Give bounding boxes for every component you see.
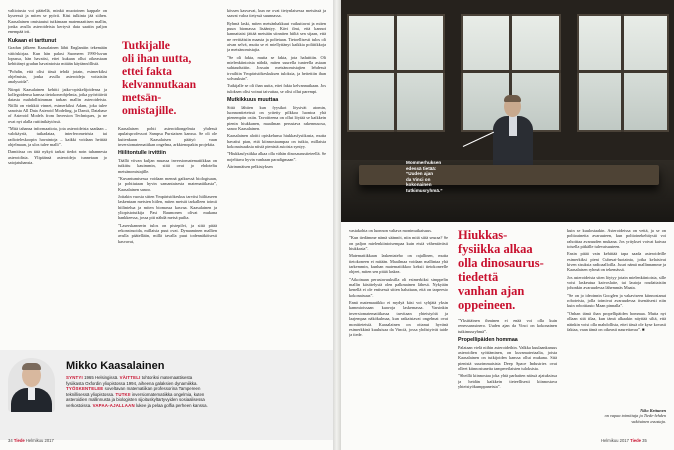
author-bio-box <box>0 350 333 440</box>
pull-quote-line: Tutkijalle <box>122 39 170 52</box>
body-paragraph: Damitissa on tätä nykyä tarkat tiedot noin tuhannesta asteroidista. Ylipäänsä asteroideja tunnetaan jo satojatuhansia. <box>8 149 107 166</box>
bio-value: verkostoissa. <box>66 402 93 408</box>
bio-line <box>66 403 324 409</box>
bio-value: tohtoriksi matemaattisesta <box>140 375 193 380</box>
right-column-1 <box>349 228 448 340</box>
pull-quote-line: fysiikka alkaa <box>458 242 533 256</box>
pull-quote-line: Hiukkas- <box>458 228 508 242</box>
portrait-photo <box>8 358 55 412</box>
right-page-footer <box>601 438 647 443</box>
bio-value: lukee ja pelaa golfia perheen kanssa. <box>134 402 208 408</box>
left-column-3 <box>227 8 326 171</box>
left-pull-quote <box>122 39 218 117</box>
person-figure <box>493 96 533 174</box>
body-paragraph: Ensin pitää vain kehittää tapa saada asteroideille esimerkiksi pieni Cubesat-luotainta, jotka kelaisivat kiven sisuksia radioaalloilla. Juuri nämä mallinnamme ja Kaasalaisen ryhmä on tekemässä. <box>567 251 666 273</box>
body-paragraph: ”Kuvantumisessa voidaan mennä gaiksessä biologisaan, ja pohtiutaan hyvin samantaisesta matematiikasta”, Kaasalainen sanoo. <box>118 175 217 192</box>
pull-quote-line: tiedettä <box>458 270 499 284</box>
pull-quote-line: omistajille. <box>122 104 177 117</box>
body-paragraph: Joitakin vuosia sitten Ympäristökeskus tarvitsi hiilitaseen laskentaan metsien hiilen, miten metsät tarkalleen toimii hiilinielua ja miten biomassa kasvaa. Kaasalainen ja yliopistotutkija Pasi Raumonen olivat mukana hankkeessa, jossa piti nähdä metsä puilta. <box>118 193 217 221</box>
caption-line: ”Uuden ajan <box>406 171 434 177</box>
bio-name: Mikko Kaasalainen <box>66 360 165 372</box>
body-paragraph: ”Se oli fakta, mutta se fakta, jota halutttiin. Oli mielenkiintoista nähdä, miten suurella tunteella asiaan suhtauduttiin. Jossain metsänomistajien lehdessä irvailtiin Ympäristökeskuksen tuloksia, ja heitettiin ihan solvauksin”. <box>227 54 326 82</box>
pull-quote-line: oppeineen. <box>458 298 516 312</box>
pull-quote-line: metsän- <box>122 91 162 104</box>
author-note-line: on vapaa toimittaja ja Tiede-lehden <box>604 413 666 419</box>
body-paragraph: Tutkijalle se oli ihan uutta, ettei fakta kelvannutkaan. Jos tuloksen olisi voinut taivuttaa, se olisi ollut parempi. <box>227 83 326 94</box>
magazine-name: Tiede <box>630 438 641 443</box>
body-paragraph: kuin se kuulostaakin. Asteroideissa on vettä, ja se on polttoainetta avaruuteen, kun polttoinekehitystä voi rahoittaa avaruuden mukana. Jos yritykset voivat kaivaa toisella pitkälle tulevaisuuteen. <box>567 228 666 250</box>
bio-label: TUTKII <box>115 391 131 397</box>
bio-text <box>66 375 324 408</box>
bio-label: VAPAA-AJALLAAN <box>92 402 135 408</box>
body-paragraph: ”Pohdin, että olisi tässä tehdä jotain, esimerkiksi ohjelmisto, jonka avulla asteroideja voitaisiin analysoida”. <box>8 68 107 85</box>
body-paragraph: Ryhmä laski, miten metsänhakkuut vaikuttavat ja miten puun biomassa lisääntyy. Kävi ilmi, että kannot kannattaisi jättää metsään siinniten hiiltä sen sijaan, että ne revittäisiin maasta ja poltetaan. Tietoellisesti tulos oli aivan selvä, mutta se ei miellyttänyt kaikkia poliitikkoja ja metsänomistajia. <box>227 20 326 53</box>
body-paragraph: ”Hiukkasfysiikka alkaa olla vähän dinosaurustieteellä. Se nojelttava hyvin vanhaan paradigmaan”. <box>227 151 326 162</box>
right-column-2 <box>458 318 557 391</box>
caption-line: kokonainen <box>406 182 432 188</box>
bio-label: VÄITTELI <box>119 375 141 380</box>
left-page-footer <box>8 438 54 443</box>
pull-quote-line: ettei fakta <box>122 65 172 78</box>
issue-date: Helmikuu 2017 <box>25 438 54 443</box>
bio-value: asteroidien mallinnusta ja biologisten sijoituskyltartyvyiden sosiaalisessa <box>66 397 205 402</box>
left-page <box>0 0 333 450</box>
lead-photo <box>341 0 674 222</box>
issue-date: Helmikuu 2017 <box>601 438 629 443</box>
body-paragraph: Niinpä Kaasalainen kehitti jatko-opiskelijoidensa ja kollegoidensa kanssa tietokoneohjelmia, jotka pyörittävät datasta mahdollisimman tarkan mallin asteroideista. Niillä on vinkkiä vinnet, esimerkiksi Adam, joka tulee sanoista All Data Asteroid Modeling, ja Damit, Database of Asteroid Models from Inversion Techniques, ja ne ovat nyt alalla ruttiinikäytössä. <box>8 86 107 124</box>
body-paragraph: Kaasalaisen pohti asteroidiongelmia yhdessä apulaisprofessori Sampsa Pursiaisen kanssa. Se oli ole kuitenkaan Kaasalaisen päätyö vaan inversiomatematiikan ongelma, arkkienopakin projektia. <box>118 126 217 148</box>
body-paragraph: Täällä viivan kuljan muassa inversiomatematiikkaa on tutkittu kauimmin, siitä ovat jo ehdoteltu metsänomistajille. <box>118 157 217 174</box>
bio-label: TYÖSKENTELEE <box>66 386 104 391</box>
pull-quote-line: oli ihan uutta, <box>122 52 192 65</box>
body-paragraph: ”Laserskannerin tulos on pistepilvi, ja siitä pitää rekonstruoida, millaisia puut ovat. Dynaaminen mallien avulla päätellään, millä tavalla puut todennäköisesti kasvavat, <box>118 222 217 244</box>
right-column-3 <box>567 228 666 334</box>
author-note-name: Niko Kettunen <box>640 408 666 413</box>
body-paragraph: ”Aikoinaan perustavuuksilla oli esimerkiksi simppelin mallin käsittelystä olen palkmainen lähesä. Nykyään kenellä ei ole entisessä sitten haluttaan, että on tarpeesto kokonaisuus”. <box>349 276 448 298</box>
author-note <box>567 408 666 424</box>
body-paragraph: ”Onhan tämä ihan propellipäiden hommaa. Mutta nyt ollaan sitä tilaa, kun tämä alkaakin näyttää siltä, että näinkin voisi olla mahdollista, ettei tässä ole kyse kovasti faktaa, vaan tämä on oikeasti naurettavaa”. ■ <box>567 310 666 332</box>
body-paragraph: Kaasalainen aloitti opiskelunsa hiukkasfysiikasta, mutta havaitsi pian, että kiinnostaampaa on tutkia, millaisia kokonaisuuksia niistä pienistä asioista syntyy. <box>227 133 326 150</box>
body-paragraph: ”Se on jo ideoinnin Googlen ja vakaviseen kiinnostanut roboteista, jolla toimivat avaruudessa itsenäisesti niin kuin robottiauto Maan pinnalla”. <box>567 292 666 309</box>
page-number: 35 <box>642 438 647 443</box>
section-subheading: Hiilitontulle irvittiin <box>118 150 166 157</box>
right-pull-quote <box>458 228 562 312</box>
bio-value: soveltavan matematiikan professorina Tampereen <box>103 386 201 391</box>
body-paragraph: Palataan vielä niihin asteroideihin. Valkka kuulaankaruus asteroidien syöttäminen, on kuvamateriaalia, joista Kaasalainen on tutkijoiden kanssa ollut mukana. Sitä pienistä suurimmaisista Deep Space Industries ovat olleet kiinnostuneita tampereilaisten tuloksista. <box>458 344 557 371</box>
body-paragraph: Ennä matemaatikko ei mydyä käsi voi syhjätä yksin kammioissaan kaavoja laskemassa. Varsinkin inversiomatematiikassa tarvitaan yhteistyötä ja laajempaa näkökulmaa, kun ratkaistavat ongelmat ovat monitieteisiä. Kaasalainen on ottanut hyvänä esimerkkinä kuuluisaa da Vinciä, jossa yhdistyivät taide ja tiede. <box>349 300 448 338</box>
body-paragraph: valtioiusta voi päätellä, minkä muotoinen kappale on kyseessä ja miten se pyörii. Käsi tulkinta jää siihen. Kaasalainen omistautui tutkimaan matemaattisen mallin, jonka avulla asteroideista kertyvä data saatiin paljon enempää irti. <box>8 8 107 35</box>
body-paragraph: Gradun jälkeen Kaasalainen lähti Englantiin tekemään väitöskirjaa. Kun hän palasi Suomeen 1990-luvun lopussa, hän havaitsi, ettei kukaan ollut oikeastaan kehittänyt gradun havaintoista mitään käytännöllistä. <box>8 45 107 67</box>
bio-value: 1965 Helsingissä. <box>82 375 120 380</box>
left-column-2 <box>118 126 217 246</box>
bio-value: teknillisessä yliopistossa. <box>66 391 116 397</box>
magazine-name: Tiede <box>13 438 25 443</box>
author-note-line: vakituinen avustaja. <box>631 418 666 424</box>
page-gutter <box>333 0 341 450</box>
body-paragraph: ”Kun tiedämme nämä säännöt, niin mitä siitä seuraa? Se on paljon mielenkiintoisempaa kuin etsiä vähentävästi hiukkasia”. <box>349 235 448 252</box>
pull-quote-line: vanhan ajan <box>458 284 525 298</box>
left-column-1 <box>8 8 107 167</box>
right-page <box>341 0 674 450</box>
photo-caption <box>406 160 466 194</box>
body-paragraph: Äärimmäisen pelkistyksen <box>227 164 273 170</box>
page-number: 34 <box>8 438 13 443</box>
section-subheading: Kukaan ei tarttunut <box>8 37 57 44</box>
caption-line: tutkimusryhmä.” <box>406 187 443 193</box>
caption-line: Mommerhuksen <box>406 160 442 165</box>
body-paragraph: ”Mitä tahansa informaatiota, jota asteroideista saadaan – valokäyriä, tutkadataa, interferometrisia tai radioteleskoopin havaintoja – kaikki voidaan heittää ohjelmaan, ja ulos tulee malli”. <box>8 126 107 148</box>
body-paragraph: Jos asteroideista siten löytyy jotain mielenkiintoista, sille voisi laskeutua kaivoslaite, tai lautoja roudattaisiin johonkin avaruudessa lähemmäs Maata. <box>567 274 666 291</box>
body-paragraph: ”Yksittäinen ihminen ei enää voi olla kuin renessanssinero. Uuden ajan da Vinci on kokonainen tutkimusryhmä”. <box>458 318 557 334</box>
body-paragraph: ”Sheillä kiinnostaa joka yhtä parhaiten näissä ajatuksissa ja heidän kaikkein tieteellisesti kiinnostava yhteistyökumppaneista”. <box>458 373 557 389</box>
caption-line: edessä tietää: <box>406 165 437 171</box>
bio-value: inversiomatematiikka ongelmia, kuten <box>130 391 205 397</box>
body-paragraph: kössen kasvavat, kun ne ovat tietynlaisessa metsässä ja saavat valoa tietyssä suunnassa. <box>227 8 326 19</box>
section-subheading: Propellipäiden hommaa <box>458 337 518 344</box>
pull-quote-line: kelvannutkaan <box>122 78 197 91</box>
pull-quote-line: olla dinosaurus- <box>458 256 544 270</box>
section-subheading: Mutkikkuus muuttaa <box>227 97 279 104</box>
bio-label: SYNTYI <box>66 375 83 380</box>
bio-value: fysiikasta Oxfordin yliopistossa 1994, aiheena galaksien dynamiikka. <box>66 380 198 386</box>
body-paragraph: Sittä lähtien kun fyysikot löysivät atomin, luonnontieteissä on yritetty pilkkoa luontoa yhä pienempiin osiin. Tavoitteena on ollut löytää se kaikkein pienin hiukkanen, maailman perustava rakennusosa, sanoo Kaasalainen. <box>227 104 326 132</box>
body-paragraph: vastakohta on luonnon valtava monimutkaisuus. <box>349 228 432 233</box>
meeting-table <box>359 165 659 185</box>
body-paragraph: Matematiikkaan laskentateho on rajallinen, mutta tietokoneen ei mitään. Maailmaa voidaan mallintaa yhä tarkemmin, kunhan matematiikkoo keksii tietokoneelle ohjeet, miten sen pitää laskea. <box>349 253 448 275</box>
caption-line: da Vinci on <box>406 176 431 182</box>
